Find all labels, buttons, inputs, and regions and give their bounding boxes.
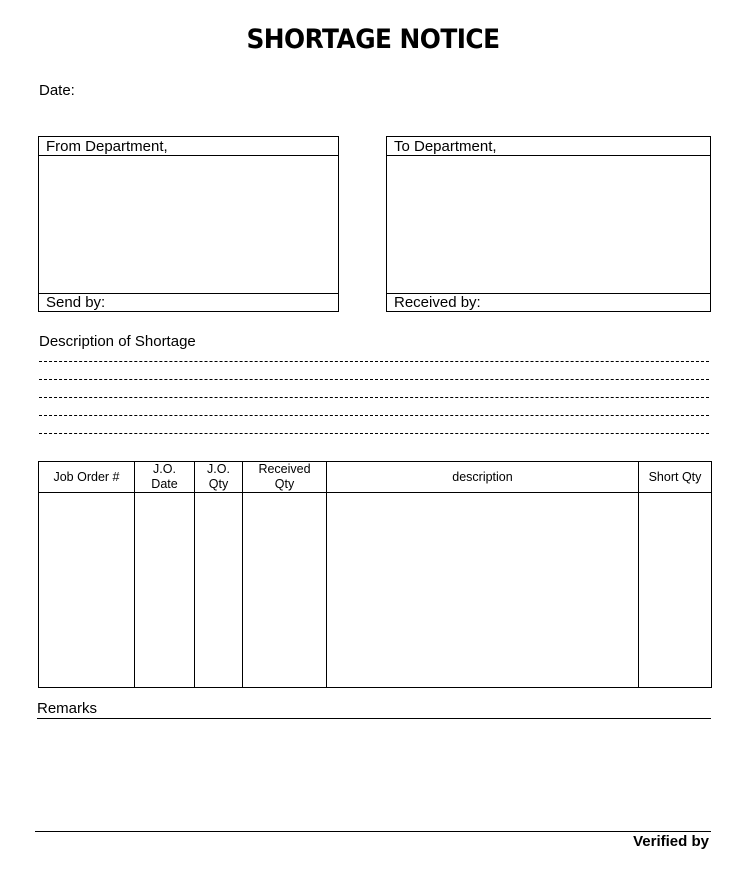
description-line-5[interactable] [39, 433, 709, 434]
col-jo-date [135, 462, 195, 493]
received-by-label: Received by: [387, 293, 710, 311]
cell-jo-qty[interactable] [195, 493, 243, 688]
description-line-4[interactable] [39, 415, 709, 416]
table-row [39, 493, 712, 688]
col-received-qty-line1: Received [258, 462, 311, 476]
col-short-qty [639, 462, 712, 493]
col-short-qty-label: Short Qty [648, 469, 702, 484]
col-jo-qty-line1: J.O. [207, 462, 230, 476]
col-job-order [39, 462, 135, 493]
verified-by-label: Verified by [633, 833, 709, 850]
verification-line [35, 831, 711, 832]
col-jo-date-line2: Date [151, 477, 178, 491]
col-received-qty [243, 462, 327, 493]
description-line-3[interactable] [39, 397, 709, 398]
cell-received-qty[interactable] [243, 493, 327, 688]
to-department-field[interactable] [387, 156, 710, 295]
col-description-label: description [452, 469, 513, 484]
col-received-qty-line2: Qty [274, 477, 295, 491]
cell-short-qty[interactable] [639, 493, 712, 688]
cell-jo-date[interactable] [135, 493, 195, 688]
to-department-label: To Department, [387, 137, 710, 156]
job-order-table [38, 461, 712, 688]
col-jo-date-line1: J.O. [153, 462, 176, 476]
date-label: Date: [39, 82, 75, 99]
to-department-box [386, 136, 711, 312]
description-label: Description of Shortage [39, 333, 196, 350]
from-department-box [38, 136, 339, 312]
col-description [327, 462, 639, 493]
col-jo-qty-line2: Qty [208, 477, 229, 491]
description-line-2[interactable] [39, 379, 709, 380]
from-department-field[interactable] [39, 156, 338, 295]
remarks-line [37, 718, 711, 719]
description-line-1[interactable] [39, 361, 709, 362]
cell-description[interactable] [327, 493, 639, 688]
col-job-order-label: Job Order # [53, 469, 120, 484]
table-header-row [39, 462, 712, 493]
page-title: SHORTAGE NOTICE [246, 24, 500, 55]
col-jo-qty [195, 462, 243, 493]
from-department-label: From Department, [39, 137, 338, 156]
cell-job-order[interactable] [39, 493, 135, 688]
remarks-label: Remarks [37, 700, 98, 717]
send-by-label: Send by: [39, 293, 338, 311]
